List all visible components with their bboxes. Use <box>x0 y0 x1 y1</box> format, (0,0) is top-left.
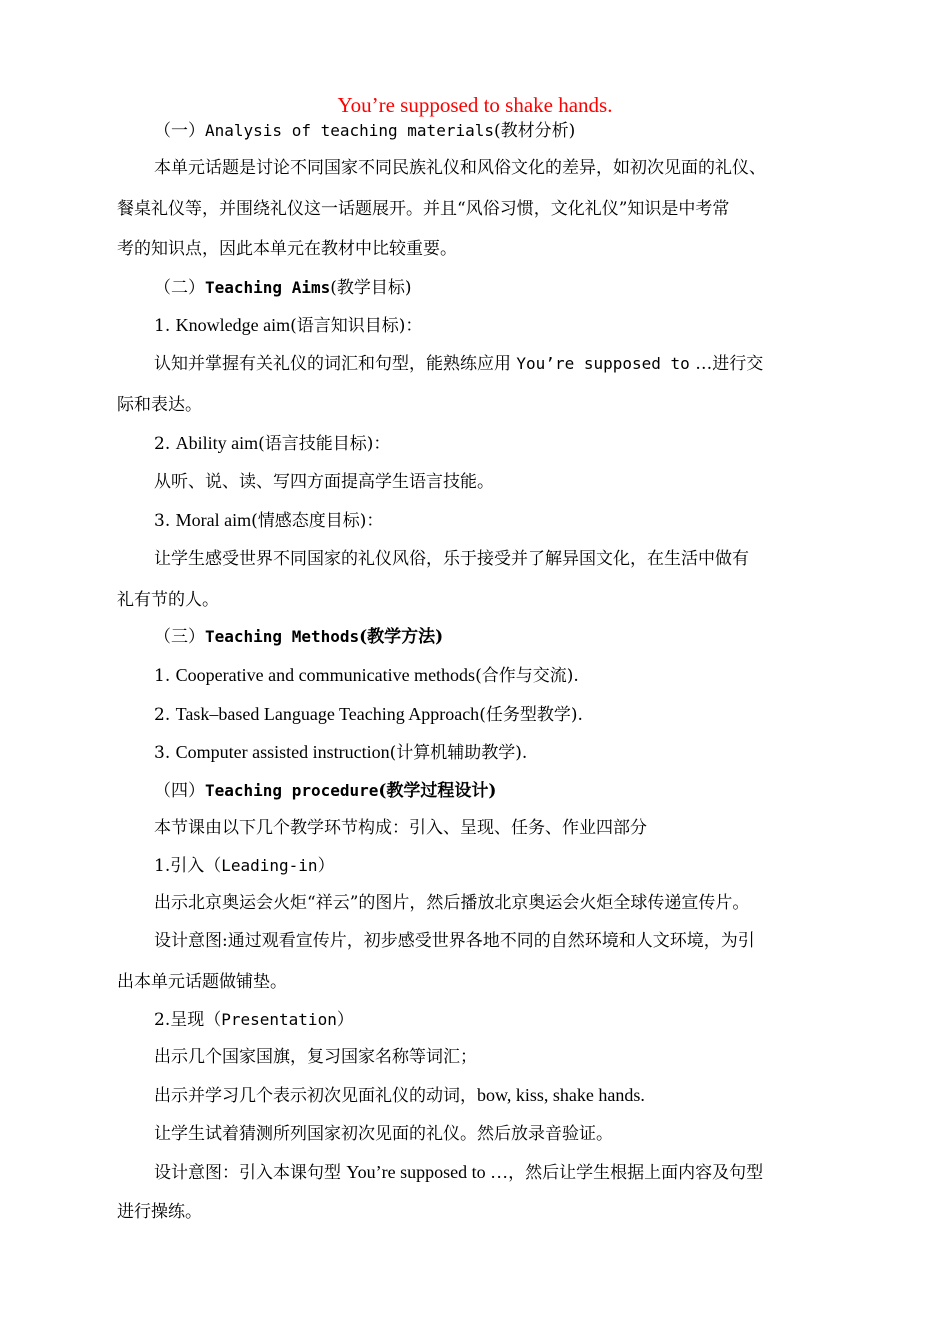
paragraph-line: 出本单元话题做铺垫。 <box>117 972 287 992</box>
paragraph-line: 餐桌礼仪等，并围绕礼仪这一话题展开。并且“风俗习惯，文化礼仪”知识是中考常 <box>117 199 730 219</box>
text-segment-en: bow, kiss, shake hands. <box>477 1085 645 1105</box>
section-heading-en: Teaching procedure <box>205 781 379 800</box>
knowledge-aim-label <box>154 314 422 337</box>
section-heading-aims <box>154 277 412 299</box>
paragraph-line: 进行操练。 <box>117 1202 202 1222</box>
text-segment-en: You’re supposed to <box>516 354 690 373</box>
section-heading-analysis <box>154 120 575 142</box>
item-number: 3. <box>154 511 171 531</box>
section-heading-cn: (教学方法) <box>359 627 444 647</box>
method-en: Computer assisted instruction <box>175 742 390 762</box>
paragraph-line: 出示北京奥运会火炬“祥云”的图片，然后播放北京奥运会火炬全球传递宣传片。 <box>154 893 750 913</box>
section-heading-methods <box>154 626 443 648</box>
section-heading-en: Teaching Aims <box>205 278 331 297</box>
aim-label-cn: (语言技能目标)： <box>258 434 391 454</box>
step-title-close: ） <box>336 1010 354 1030</box>
paragraph-line: 礼有节的人。 <box>117 590 219 610</box>
method-item <box>154 664 579 687</box>
text-segment-en: You’re supposed to … <box>346 1162 509 1182</box>
text-segment: 设计意图：引入本课句型 <box>154 1163 341 1183</box>
item-number: 3. <box>154 743 171 763</box>
step-title-close: ） <box>317 856 335 876</box>
section-heading-cn: (教学目标) <box>330 278 412 298</box>
section-prefix: （一） <box>154 121 205 141</box>
paragraph-line: 本单元话题是讨论不同国家不同民族礼仪和风俗文化的差异，如初次见面的礼仪、 <box>154 158 766 178</box>
item-number: 2. <box>154 434 171 454</box>
moral-aim-label <box>154 509 383 532</box>
paragraph-line: 际和表达。 <box>117 395 202 415</box>
step-title-en: Presentation <box>221 1010 337 1029</box>
aim-label-en: Ability aim <box>175 433 259 453</box>
method-cn: (合作与交流). <box>475 666 579 686</box>
aim-label-cn: (情感态度目标)： <box>251 511 384 531</box>
paragraph-line: 从听、说、读、写四方面提高学生语言技能。 <box>154 472 494 492</box>
method-cn: (任务型教学). <box>479 705 583 725</box>
paragraph-line: 让学生试着猜测所列国家初次见面的礼仪。然后放录音验证。 <box>154 1124 613 1144</box>
step-title-presentation <box>154 1009 354 1031</box>
text-segment: ，然后让学生根据上面内容及句型 <box>508 1163 764 1183</box>
text-segment: 认知并掌握有关礼仪的词汇和句型，能熟练应用 <box>154 354 511 374</box>
item-number: 2. <box>154 705 171 725</box>
document-title: You’re supposed to shake hands. <box>337 93 613 117</box>
section-prefix: （三） <box>154 627 205 647</box>
section-heading-en: Teaching Methods <box>205 627 360 646</box>
aim-label-cn: (语言知识目标)： <box>290 316 423 336</box>
paragraph-line <box>154 1084 645 1107</box>
aim-label-en: Moral aim <box>175 510 252 530</box>
section-prefix: （四） <box>154 781 205 801</box>
method-item <box>154 741 527 764</box>
step-title-cn: 2.呈现（ <box>154 1010 222 1030</box>
item-number: 1. <box>154 666 171 686</box>
section-heading-cn: (教学过程设计) <box>378 781 497 801</box>
ability-aim-label <box>154 432 390 455</box>
step-title-leading-in <box>154 855 335 877</box>
section-heading-procedure <box>154 780 496 802</box>
method-en: Task–based Language Teaching Approach <box>175 704 480 724</box>
paragraph-line <box>154 1161 763 1184</box>
step-title-cn: 1.引入（ <box>154 856 222 876</box>
paragraph-line: 本节课由以下几个教学环节构成：引入、呈现、任务、作业四部分 <box>154 818 647 838</box>
paragraph-line: 考的知识点，因此本单元在教材中比较重要。 <box>117 239 457 259</box>
section-prefix: （二） <box>154 278 205 298</box>
paragraph-line: 出示几个国家国旗，复习国家名称等词汇； <box>154 1047 477 1067</box>
text-segment: …进行交 <box>695 354 764 374</box>
paragraph-line: 设计意图:通过观看宣传片，初步感受世界各地不同的自然环境和人文环境，为引 <box>154 931 755 951</box>
text-segment: 出示并学习几个表示初次见面礼仪的动词， <box>154 1086 477 1106</box>
section-heading-cn: (教材分析) <box>493 121 576 141</box>
item-number: 1. <box>154 316 171 336</box>
aim-label-en: Knowledge aim <box>175 315 291 335</box>
paragraph-line <box>154 353 763 375</box>
paragraph-line: 让学生感受世界不同国家的礼仪风俗，乐于接受并了解异国文化，在生活中做有 <box>154 549 749 569</box>
step-title-en: Leading-in <box>221 856 318 875</box>
method-en: Cooperative and communicative methods <box>175 665 476 685</box>
method-cn: (计算机辅助教学). <box>389 743 528 763</box>
method-item <box>154 703 583 726</box>
section-heading-en: Analysis of teaching materials <box>205 121 494 140</box>
